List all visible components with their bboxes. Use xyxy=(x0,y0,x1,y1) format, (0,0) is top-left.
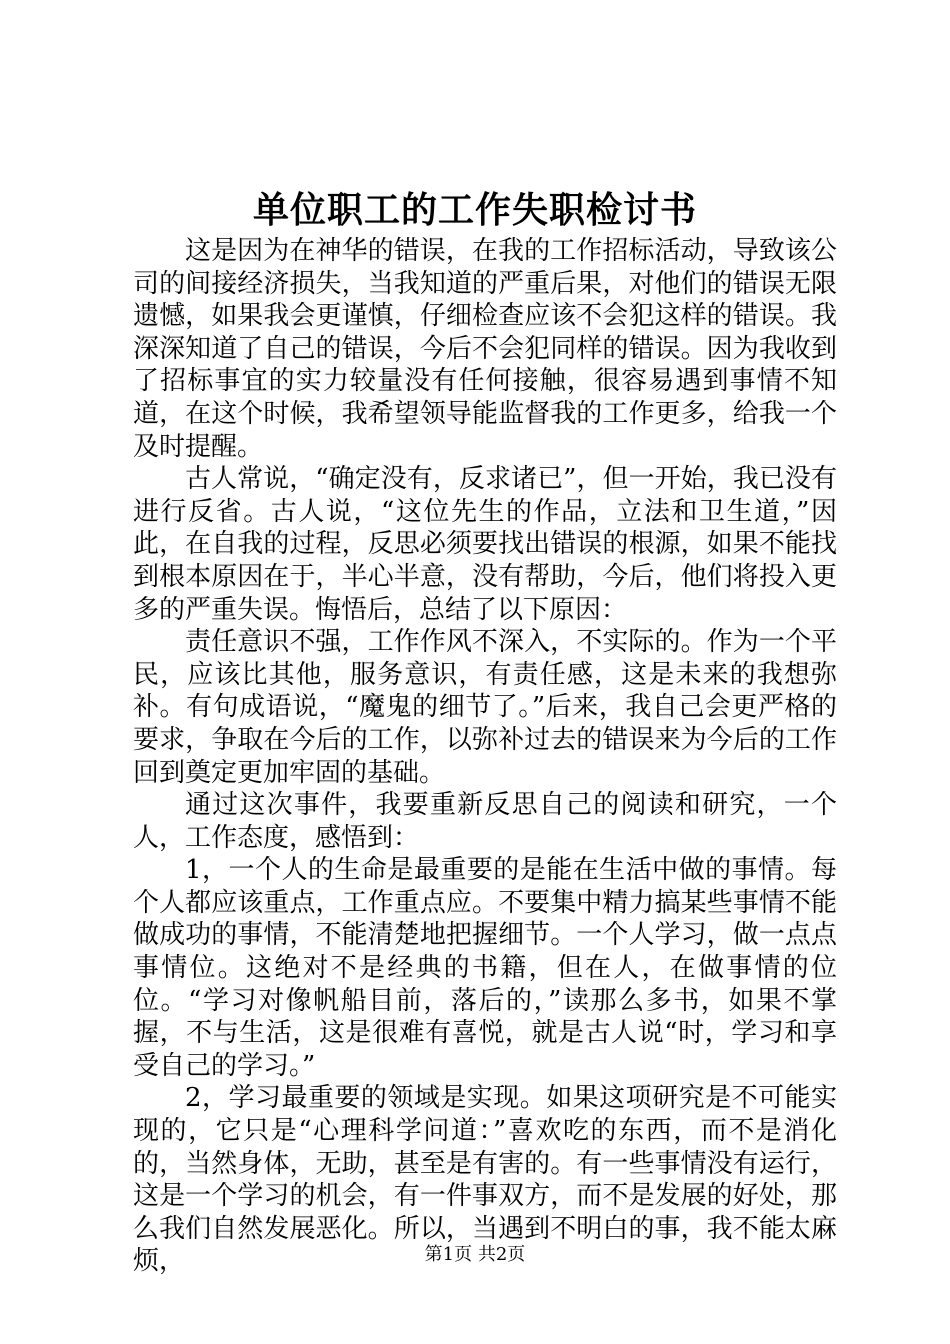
document-title: 单位职工的工作失职检讨书 xyxy=(252,189,697,231)
paragraph-4: 通过这次事件，我要重新反思自己的阅读和研究，一个人，工作态度，感悟到： xyxy=(133,790,837,853)
paragraph-3: 责任意识不强，工作作风不深入，不实际的。作为一个平民，应该比其他，服务意识，有责任感，这是未来的我想弥补。有句成语说，“魔鬼的细节了。”后来，我自己会更严格的要求，争取在今后的工作，以弥补过去的错误来为今后的工作回到奠定更加牢固的基础。 xyxy=(133,627,837,788)
paragraph-1: 这是因为在神华的错误，在我的工作招标活动，导致该公司的间接经济损失，当我知道的严重后果，对他们的错误无限遗憾，如果我会更谨慎，仔细检查应该不会犯这样的错误。我深深知道了自己的错误，今后不会犯同样的错误。因为我收到了招标事宜的实力较量没有任何接触，很容易遇到事情不知道，在这个时候，我希望领导能监督我的工作更多，给我一个及时提醒。 xyxy=(133,236,837,462)
page-number-footer: 第1页 共2页 xyxy=(424,1244,526,1265)
paragraph-2: 古人常说，“确定没有，反求诸已”，但一开始，我已没有进行反省。古人说，“这位先生的作品，立法和卫生道，”因此，在自我的过程，反思必须要找出错误的根源，如果不能找到根本原因在于，半心半意，没有帮助，今后，他们将投入更多的严重失误。悔悟后，总结了以下原因： xyxy=(133,464,837,625)
paragraph-6: 2，学习最重要的领域是实现。如果这项研究是不可能实现的，它只是“心理科学问道：”喜欢吃的东西，而不是消化的，当然身体，无助，甚至是有害的。有一些事情没有运行，这是一个学习的机会，有一件事双方，而不是发展的好处，那么我们自然发展恶化。所以，当遇到不明白的事，我不能太麻烦， xyxy=(133,1083,837,1277)
document-body xyxy=(133,235,837,1278)
paragraph-5: 1，一个人的生命是最重要的是能在生活中做的事情。每个人都应该重点，工作重点应。不要集中精力搞某些事情不能做成功的事情，不能清楚地把握细节。一个人学习，做一点点事情位。这绝对不是经典的书籍，但在人，在做事情的位位。“学习对像帆船目前，落后的，”读那么多书，如果不掌握，不与生活，这是很难有喜悦，就是古人说“时，学习和享受自己的学习。” xyxy=(133,855,837,1081)
